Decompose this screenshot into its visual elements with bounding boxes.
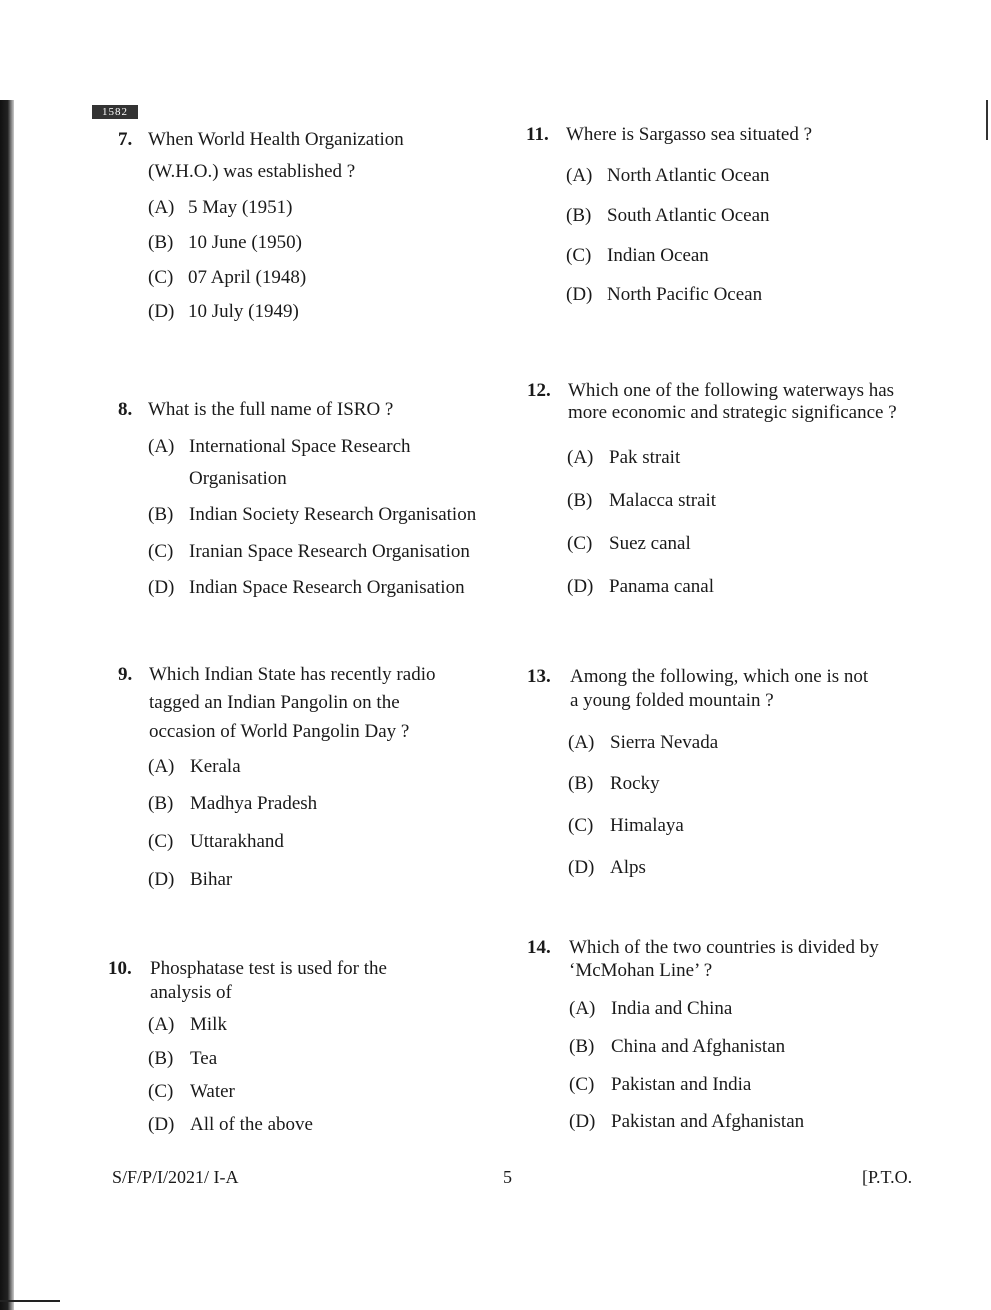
scan-edge-artifact <box>986 100 988 140</box>
question-text: Which of the two countries is divided by <box>569 937 879 958</box>
scan-edge-artifact <box>0 1300 60 1302</box>
option-text: Indian Space Research Organisation <box>189 577 465 598</box>
question-text: Which Indian State has recently radio <box>149 664 436 685</box>
option-label: (A) <box>568 732 595 753</box>
question-text: occasion of World Pangolin Day ? <box>149 721 410 742</box>
option-label: (D) <box>569 1111 596 1132</box>
question-text: tagged an Indian Pangolin on the <box>149 692 400 713</box>
option-label: (C) <box>148 541 174 562</box>
option-text: China and Afghanistan <box>611 1036 786 1057</box>
option-text: Malacca strait <box>609 490 717 511</box>
option-label: (D) <box>148 301 175 322</box>
option-label: (D) <box>148 1114 175 1135</box>
question-text: Which one of the following waterways has <box>568 380 895 401</box>
option-label: (B) <box>566 205 592 226</box>
option-label: (C) <box>569 1074 595 1095</box>
option-label: (D) <box>566 284 593 305</box>
option-text: Iranian Space Research Organisation <box>189 541 470 562</box>
option-text: North Atlantic Ocean <box>607 165 770 186</box>
option-text: Rocky <box>610 773 660 794</box>
option-label: (C) <box>567 533 593 554</box>
question-text: What is the full name of ISRO ? <box>148 399 394 420</box>
option-label: (B) <box>148 504 174 525</box>
option-label: (A) <box>567 447 594 468</box>
option-label: (B) <box>568 773 594 794</box>
option-text: North Pacific Ocean <box>607 284 763 305</box>
please-turn-over: [P.T.O. <box>862 1167 913 1187</box>
option-text: Kerala <box>190 756 241 777</box>
option-text: Sierra Nevada <box>610 732 719 753</box>
question-text: Where is Sargasso sea situated ? <box>566 124 813 145</box>
question-text: Phosphatase test is used for the <box>150 958 387 979</box>
option-text: 10 July (1949) <box>188 301 299 322</box>
question-text: a young folded mountain ? <box>570 690 774 711</box>
option-label: (D) <box>148 869 175 890</box>
option-text: Bihar <box>190 869 233 890</box>
option-label: (A) <box>148 756 175 777</box>
question-number: 12. <box>527 380 551 401</box>
page-number: 5 <box>503 1167 512 1187</box>
option-label: (C) <box>148 1081 174 1102</box>
question-text: When World Health Organization <box>148 129 404 150</box>
question-number: 9. <box>118 664 133 685</box>
option-text: International Space Research <box>189 436 411 457</box>
question-number: 7. <box>118 129 133 150</box>
option-label: (B) <box>148 232 174 253</box>
option-label: (A) <box>148 1014 175 1035</box>
option-text: Organisation <box>189 468 287 489</box>
question-number: 10. <box>108 958 132 979</box>
header-mark: 1582 <box>92 105 138 119</box>
option-text: Panama canal <box>609 576 714 597</box>
option-label: (A) <box>148 197 175 218</box>
option-label: (D) <box>568 857 595 878</box>
option-text: 10 June (1950) <box>188 232 302 253</box>
option-text: Indian Society Research Organisation <box>189 504 477 525</box>
option-text: Milk <box>190 1014 227 1035</box>
question-text: analysis of <box>150 982 232 1003</box>
option-text: Pakistan and Afghanistan <box>611 1111 805 1132</box>
option-label: (B) <box>569 1036 595 1057</box>
option-text: Indian Ocean <box>607 245 709 266</box>
option-label: (D) <box>148 577 175 598</box>
option-label: (A) <box>566 165 593 186</box>
option-text: Uttarakhand <box>190 831 284 852</box>
option-text: Water <box>190 1081 235 1102</box>
option-text: All of the above <box>190 1114 313 1135</box>
option-label: (C) <box>148 831 174 852</box>
option-text: Himalaya <box>610 815 684 836</box>
option-label: (C) <box>566 245 592 266</box>
option-text: Tea <box>190 1048 218 1069</box>
option-text: Suez canal <box>609 533 691 554</box>
option-label: (C) <box>148 267 174 288</box>
scan-edge-artifact <box>0 100 14 1310</box>
option-label: (B) <box>567 490 593 511</box>
option-text: Pak strait <box>609 447 681 468</box>
option-text: Madhya Pradesh <box>190 793 318 814</box>
option-label: (B) <box>148 1048 174 1069</box>
option-text: 07 April (1948) <box>188 267 307 288</box>
question-number: 13. <box>527 666 551 687</box>
question-text: (W.H.O.) was established ? <box>148 161 356 182</box>
option-label: (A) <box>569 998 596 1019</box>
option-label: (A) <box>148 436 175 457</box>
option-label: (B) <box>148 793 174 814</box>
option-label: (D) <box>567 576 594 597</box>
question-number: 14. <box>527 937 551 958</box>
question-number: 8. <box>118 399 133 420</box>
option-text: Pakistan and India <box>611 1074 752 1095</box>
paper-code: S/F/P/I/2021/ I-A <box>112 1167 239 1187</box>
option-text: 5 May (1951) <box>188 197 293 218</box>
option-text: India and China <box>611 998 733 1019</box>
question-number: 11. <box>526 124 549 145</box>
question-text: more economic and strategic significance ? <box>568 402 897 423</box>
option-text: South Atlantic Ocean <box>607 205 770 226</box>
question-text: ‘McMohan Line’ ? <box>569 960 713 981</box>
question-text: Among the following, which one is not <box>570 666 869 687</box>
option-label: (C) <box>568 815 594 836</box>
option-text: Alps <box>610 857 646 878</box>
